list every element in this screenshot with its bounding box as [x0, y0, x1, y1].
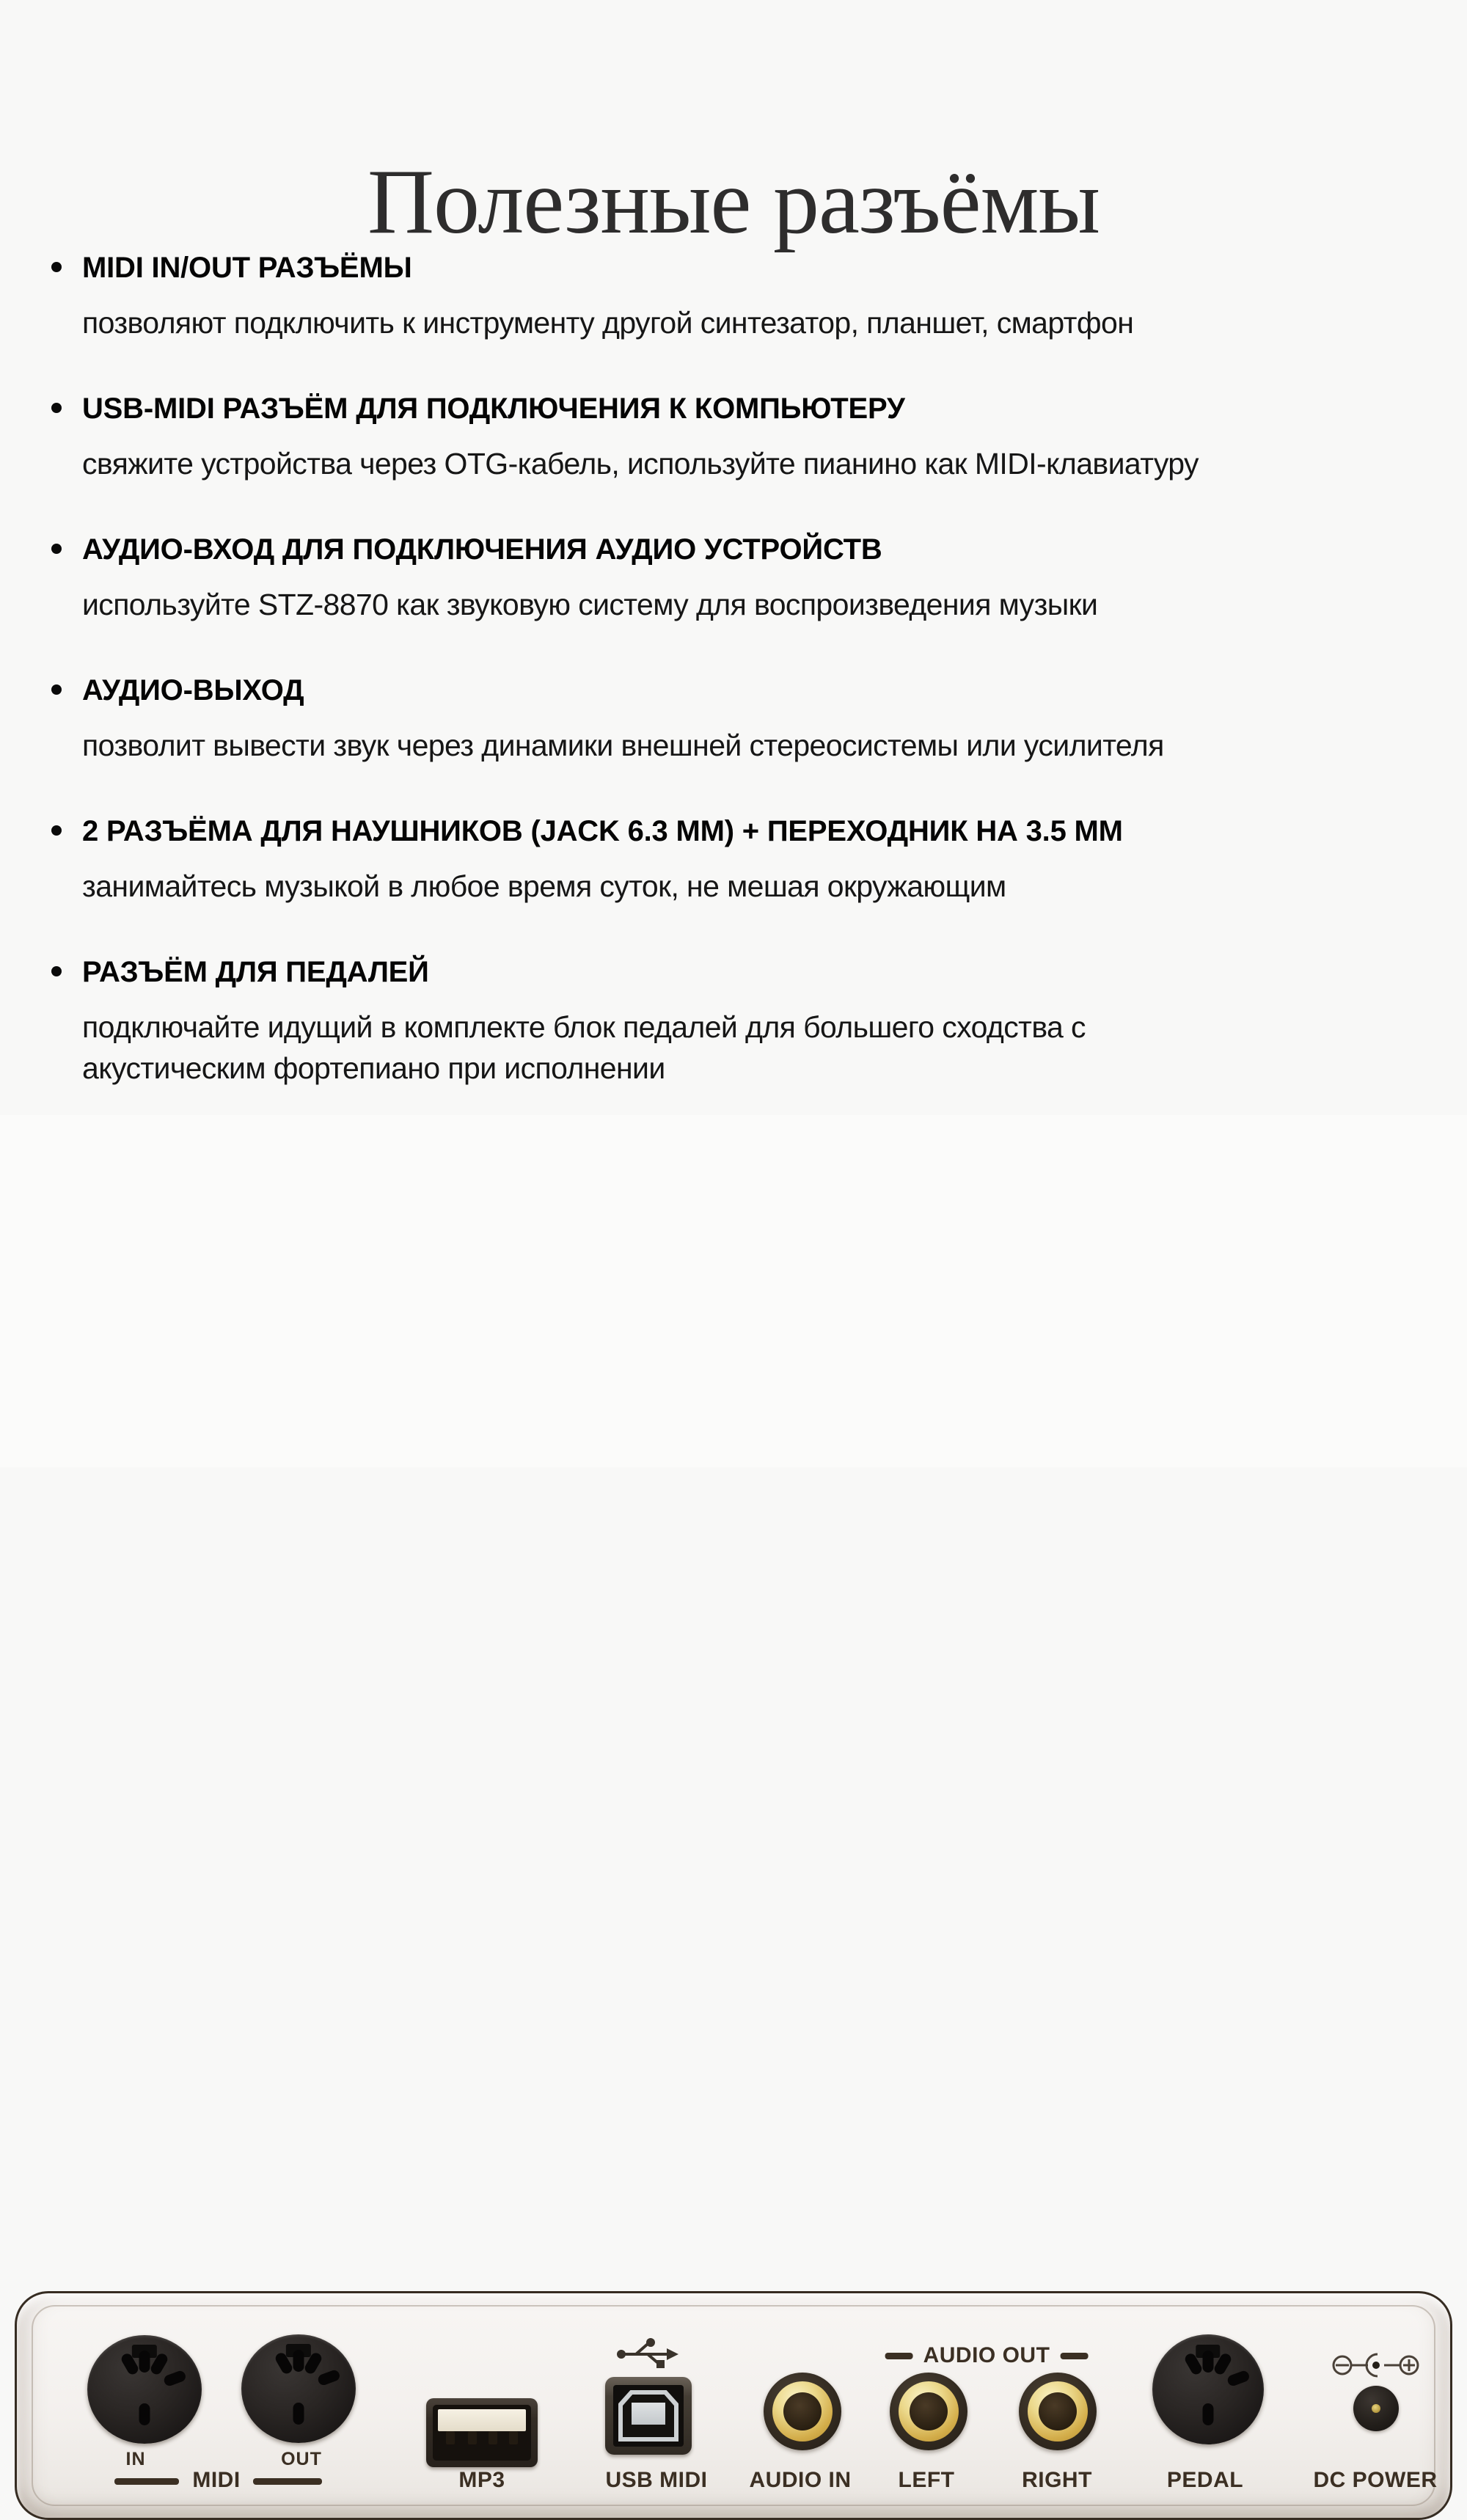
din-pin [163, 2370, 187, 2387]
feature-title-text: АУДИО-ВХОД ДЛЯ ПОДКЛЮЧЕНИЯ АУДИО УСТРОЙСТВ [82, 533, 882, 566]
midi-out-port [241, 2334, 356, 2443]
feature-title-text: MIDI IN/OUT РАЗЪЁМЫ [82, 252, 412, 284]
audio-out-right-jack [1019, 2373, 1097, 2450]
bullet-icon [51, 403, 62, 413]
din-pin [293, 2350, 304, 2372]
bullet-icon [51, 544, 62, 554]
list-item [47, 533, 1430, 625]
usb-a-contact [468, 2431, 477, 2444]
list-item [47, 392, 1430, 484]
jack-hole [1039, 2392, 1077, 2430]
dc-center-pin [1372, 2404, 1380, 2413]
jack-hole [910, 2392, 948, 2430]
din-pin [1203, 2351, 1214, 2373]
dc-polarity-icon [1331, 2349, 1421, 2381]
audio-out-dash-left [885, 2353, 913, 2359]
usb-midi-label: USB MIDI [605, 2468, 708, 2492]
feature-title [47, 814, 1430, 848]
list-item [47, 251, 1430, 343]
feature-title [47, 533, 1430, 566]
din-pin [317, 2369, 341, 2386]
bullet-icon [51, 825, 62, 836]
feature-title-text: АУДИО-ВЫХОД [82, 674, 304, 706]
feature-title-text: РАЗЪЁМ ДЛЯ ПЕДАЛЕЙ [82, 956, 429, 988]
usb-b-window [632, 2403, 665, 2425]
midi-in-label: IN [125, 2449, 146, 2469]
rear-panel-photo [0, 1115, 1467, 2492]
audio-out-left-jack [890, 2373, 967, 2450]
feature-title [47, 392, 1430, 426]
list-item [47, 955, 1430, 1089]
feature-title [47, 251, 1430, 285]
feature-description: занимайтесь музыкой в любое время суток, не мешая окружающим [82, 869, 1006, 903]
bullet-icon [51, 966, 62, 976]
list-item [47, 673, 1430, 766]
midi-dash-left [114, 2478, 179, 2485]
usb-b-cavity [613, 2385, 684, 2447]
din-pin [1203, 2403, 1214, 2425]
midi-out-label: OUT [281, 2449, 322, 2469]
feature-title-text: USB-MIDI РАЗЪЁМ ДЛЯ ПОДКЛЮЧЕНИЯ К КОМПЬЮТЕРУ [82, 392, 905, 425]
jack-hole [783, 2392, 822, 2430]
feature-title [47, 673, 1430, 707]
usb-a-contact [489, 2431, 497, 2444]
usb-a-contact [446, 2431, 455, 2444]
usb-midi-port [605, 2377, 692, 2455]
usb-a-tongue [438, 2409, 526, 2431]
pedal-label: PEDAL [1166, 2468, 1244, 2492]
feature-description: подключайте идущий в комплекте блок педалей для большего сходства с акустическим фортепиано при исполнении [82, 1010, 1086, 1085]
feature-description: свяжите устройства через OTG-кабель, используйте пианино как MIDI-клавиатуру [82, 447, 1199, 481]
din-pin [139, 2403, 150, 2425]
usb-a-contact [509, 2431, 518, 2444]
din-pin [139, 2351, 150, 2373]
feature-description: позволяют подключить к инструменту другой синтезатор, планшет, смартфон [82, 306, 1134, 340]
pedal-port [1152, 2334, 1264, 2444]
feature-list [47, 251, 1430, 1137]
feature-title [47, 955, 1430, 989]
bullet-icon [51, 262, 62, 272]
feature-description: используйте STZ-8870 как звуковую систему для воспроизведения музыки [82, 588, 1098, 621]
feature-description: позволит вывести звук через динамики внешней стереосистемы или усилителя [82, 728, 1164, 762]
connector-panel [15, 2291, 1452, 2520]
mp3-label: MP3 [458, 2468, 505, 2492]
mp3-usb-port [426, 2398, 538, 2467]
dc-power-port [1353, 2386, 1399, 2431]
audio-in-label: AUDIO IN [749, 2468, 852, 2492]
dc-power-label: DC POWER [1313, 2468, 1438, 2492]
usb-a-cavity [433, 2405, 531, 2461]
feature-title-text: 2 РАЗЪЁМА ДЛЯ НАУШНИКОВ (JACK 6.3 ММ) + ПЕРЕХОДНИК НА 3.5 ММ [82, 815, 1123, 847]
usb-icon [615, 2335, 680, 2370]
audio-in-jack [764, 2373, 841, 2450]
audio-out-label-text: AUDIO OUT [923, 2343, 1050, 2367]
left-label: LEFT [898, 2468, 955, 2492]
page-title: Полезные разъёмы [367, 151, 1100, 254]
din-pin [1226, 2370, 1251, 2387]
midi-dash-right [253, 2478, 322, 2485]
bullet-icon [51, 684, 62, 695]
list-item [47, 814, 1430, 907]
audio-out-group-label [885, 2343, 1089, 2368]
midi-group-label: MIDI [192, 2468, 241, 2492]
audio-out-dash-right [1060, 2353, 1088, 2359]
right-label: RIGHT [1022, 2468, 1092, 2492]
din-pin [293, 2403, 304, 2425]
midi-in-port [87, 2335, 202, 2444]
